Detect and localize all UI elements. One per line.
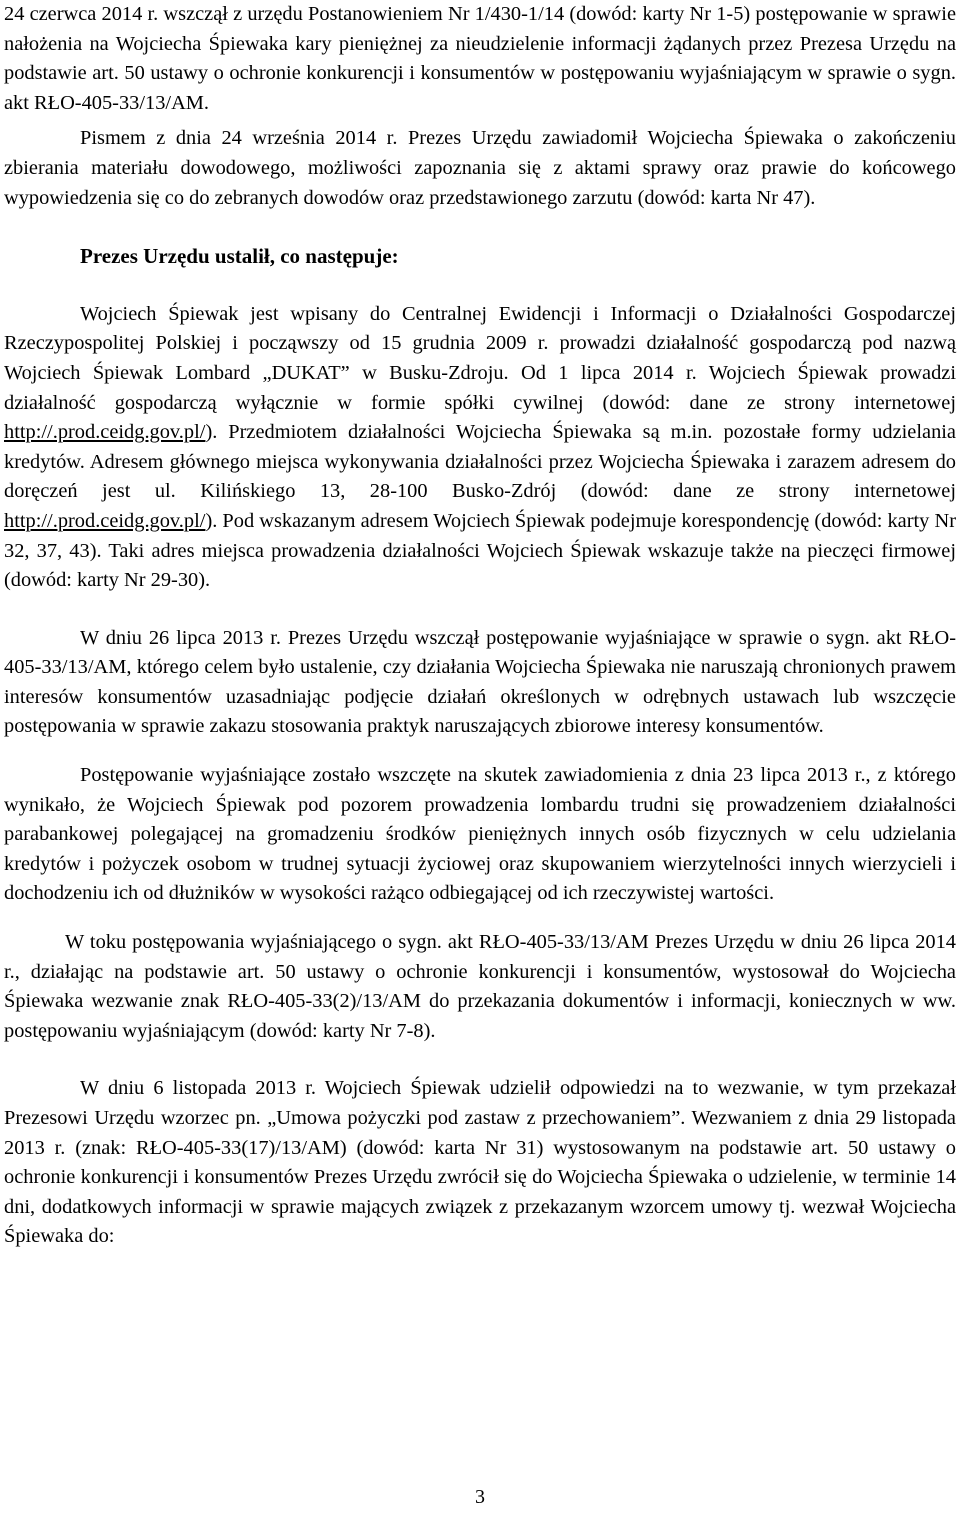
page-number: 3 xyxy=(475,1486,485,1508)
paragraph-wojciech-text-3: ). Pod wskazanym adresem Wojciech Śpiewak podejmuje korespondencję (dowód: karty Nr 32, 37, 43). Taki adres miejsca prowadzenia działalności Wojciech Śpiewak wskazuje także na pieczęci firmowej (dowód: karty Nr 29-30). xyxy=(4,509,956,592)
paragraph-wojciech-text-2: ). Przedmiotem działalności Wojciecha Śpiewaka są m.in. pozostałe formy udzielania kredytów. Adresem głównego miejsca wykonywania działalności przez Wojciecha Śpiewaka i zarazem adresem do doręczeń jest ul. Kilińskiego 13, 28-100 Busko-Zdrój (dowód: dane ze strony internetowej xyxy=(4,421,956,503)
paragraph-postepowanie xyxy=(4,761,956,909)
document-page xyxy=(4,0,956,1252)
paragraph-w-toku xyxy=(4,928,956,1046)
paragraph-w-dniu-6 xyxy=(4,1074,956,1252)
paragraph-intro-text: 24 czerwca 2014 r. wszczął z urzędu Postanowieniem Nr 1/430-1/14 (dowód: karty Nr 1-5) postępowanie w sprawie nałożenia na Wojciecha Śpiewaka kary pieniężnej za nieudzielenie informacji żądanych przez Prezesa Urzędu na podstawie art. 50 ustawy o ochronie konkurencji i konsumentów w postępowaniu wyjaśniającym w sprawie o sygn. akt RŁO-405-33/13/AM. xyxy=(4,3,956,114)
paragraph-w-dniu-6-text: W dniu 6 listopada 2013 r. Wojciech Śpiewak udzielił odpowiedzi na to wezwanie, w tym przekazał Prezesowi Urzędu wzorzec pn. „Umowa pożyczki pod zastaw z przechowaniem”. Wezwaniem z dnia 29 listopada 2013 r. (znak: RŁO-405-33(17)/13/AM) (dowód: karta Nr 31) wystosowanym na podstawie art. 50 ustawy o ochronie konkurencji i konsumentów Prezes Urzędu zwrócił się do Wojciecha Śpiewaka o udzielenie, w terminie 14 dni, dodatkowych informacji w sprawie mających związek z przekazanym wzorcem umowy tj. wezwał Wojciecha Śpiewaka do: xyxy=(4,1077,956,1248)
paragraph-w-toku-text: W toku postępowania wyjaśniającego o sygn. akt RŁO-405-33/13/AM Prezes Urzędu w dniu 26 lipca 2014 r., działając na podstawie art. 50 ustawy o ochronie konkurencji i konsumentów, wystosował do Wojciecha Śpiewaka wezwanie znak RŁO-405-33(2)/13/AM do przekazania dokumentów i informacji, koniecznych w ww. postępowaniu wyjaśniającym (dowód: karty Nr 7-8). xyxy=(4,931,956,1042)
paragraph-wojciech xyxy=(4,300,956,596)
paragraph-intro xyxy=(4,0,956,118)
paragraph-pismo xyxy=(4,124,956,213)
ceidg-link[interactable]: http://.prod.ceidg.gov.pl/ xyxy=(4,421,206,444)
paragraph-wojciech-text-1: Wojciech Śpiewak jest wpisany do Centralnej Ewidencji i Informacji o Działalności Gospodarczej Rzeczypospolitej Polskiej i począwszy od 15 grudnia 2009 r. prowadzi działalność gospodarczą pod nazwą Wojciech Śpiewak Lombard „DUKAT” w Busku-Zdroju. Od 1 lipca 2014 r. Wojciech Śpiewak prowadzi działalność gospodarczą wyłącznie w formie spółki cywilnej (dowód: dane ze strony internetowej xyxy=(4,302,956,414)
paragraph-pismo-text: Pismem z dnia 24 września 2014 r. Prezes Urzędu zawiadomił Wojciecha Śpiewaka o zakończeniu zbierania materiału dowodowego, możliwości zapoznania się z aktami sprawy oraz prawie do końcowego wypowiedzenia się co do zebranych dowodów oraz przedstawionego zarzutu (dowód: karta Nr 47). xyxy=(4,127,956,209)
paragraph-postepowanie-text: Postępowanie wyjaśniające zostało wszczęte na skutek zawiadomienia z dnia 23 lipca 2013 r., z którego wynikało, że Wojciech Śpiewak pod pozorem prowadzenia lombardu trudni się prowadzeniem działalności parabankowej polegającej na gromadzeniu środków pieniężnych innych osób fizycznych w celu udzielania kredytów i pożyczek osobom w trudnej sytuacji życiowej oraz skupowaniem wierzytelności innych wierzycieli i dochodzeniu ich od dłużników w wysokości rażąco odbiegającej od ich rzeczywistej wartości. xyxy=(4,764,956,905)
ceidg-link[interactable]: http://.prod.ceidg.gov.pl/ xyxy=(4,509,206,532)
paragraph-w-dniu-26 xyxy=(4,624,956,742)
paragraph-w-dniu-26-text: W dniu 26 lipca 2013 r. Prezes Urzędu wszczął postępowanie wyjaśniające w sprawie o sygn. akt RŁO-405-33/13/AM, którego celem było ustalenie, czy działania Wojciecha Śpiewaka nie naruszają chronionych prawem interesów konsumentów uzasadniając podjęcie działań określonych w odrębnych ustawach lub wszczęcie postępowania w sprawie zakazu stosowania praktyk naruszających zbiorowe interesy konsumentów. xyxy=(4,626,956,738)
section-heading: Prezes Urzędu ustalił, co następuje: xyxy=(80,244,399,269)
